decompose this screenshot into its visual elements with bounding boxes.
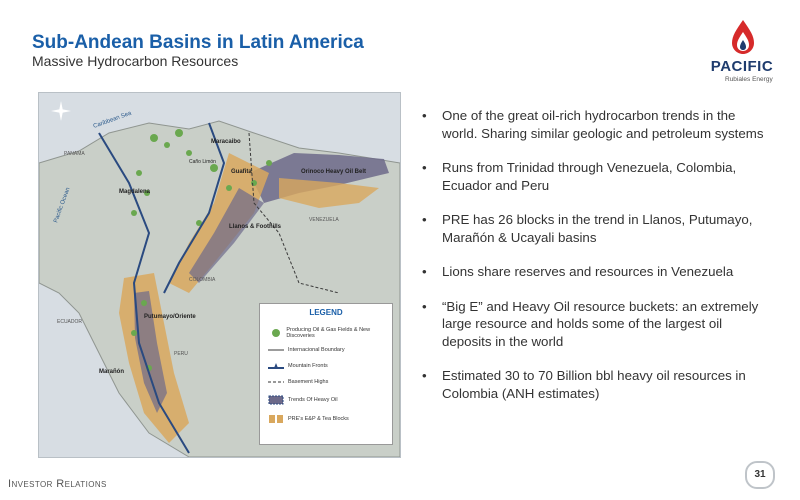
legend-item: PRE's E&P & Tea Blocks [288,416,349,422]
boundary-line-icon [268,345,284,355]
label-colombia: COLOMBIA [189,277,216,283]
bullet-item: • “Big E” and Heavy Oil resource buckets: an extremely large resource and holds some of the largest oil deposits in the world [420,298,770,351]
label-maracaibo: Maracaibo [211,139,241,145]
legend-item: Basement Highs [288,379,329,385]
bullet-item: • Estimated 30 to 70 Billion bbl heavy oil resources in Colombia (ANH estimates) [420,367,770,402]
bullet-item: • One of the great oil-rich hydrocarbon trends in the world. Sharing similar geologic and petroleum systems [420,107,770,142]
flame-drop-icon [703,18,783,60]
page-subtitle: Massive Hydrocarbon Resources [32,53,239,69]
logo-wordmark: PACIFIC [710,58,774,75]
page-number: 31 [745,461,775,489]
oil-field-icon [268,328,282,338]
blocks-icon [268,414,284,424]
label-venezuela: VENEZUELA [309,217,339,223]
map-legend [259,303,393,445]
legend-item: Trends Of Heavy Oil [288,397,338,403]
label-llanos: Llanos & Foothills [229,224,281,230]
basement-high-icon [268,377,284,387]
footer-label: Investor Relations [8,478,107,490]
label-magdalena: Magdalena [119,189,151,195]
logo-tagline: Rubiales Energy [725,76,773,83]
label-orinoco: Orinoco Heavy Oil Belt [301,169,367,175]
bullet-item: • PRE has 26 blocks in the trend in Llanos, Putumayo, Marañón & Ucayali basins [420,211,770,246]
compass-icon [51,101,71,121]
heavy-oil-trend-icon [268,395,284,405]
label-ecuador: ECUADOR [57,319,83,325]
company-logo [703,18,783,88]
legend-item: Mountain Fronts [288,363,328,369]
label-maranon: Marañón [99,369,125,375]
legend-item: Internacional Boundary [288,347,345,353]
label-caribbean-sea: Caribbean Sea [92,110,133,130]
label-pacific-ocean: Pacific Ocean [53,186,72,224]
bullet-item: • Lions share reserves and resources in Venezuela [420,263,770,281]
legend-item: Producing Oil & Gas Fields & New Discoveries [286,327,371,339]
label-panama: PANAMA [64,151,85,157]
legend-title: LEGEND [309,308,343,317]
basin-map [38,92,401,458]
page-title: Sub-Andean Basins in Latin America [32,32,364,53]
label-peru: PERU [174,351,188,357]
bullet-list [420,107,770,419]
mountain-front-icon [268,361,284,371]
label-guafita: Guafita [231,169,252,175]
label-putumayo: Putumayo/Oriente [144,314,196,320]
bullet-item: • Runs from Trinidad through Venezuela, Colombia, Ecuador and Peru [420,159,770,194]
label-cano-limon: Caño Limón [189,159,216,165]
